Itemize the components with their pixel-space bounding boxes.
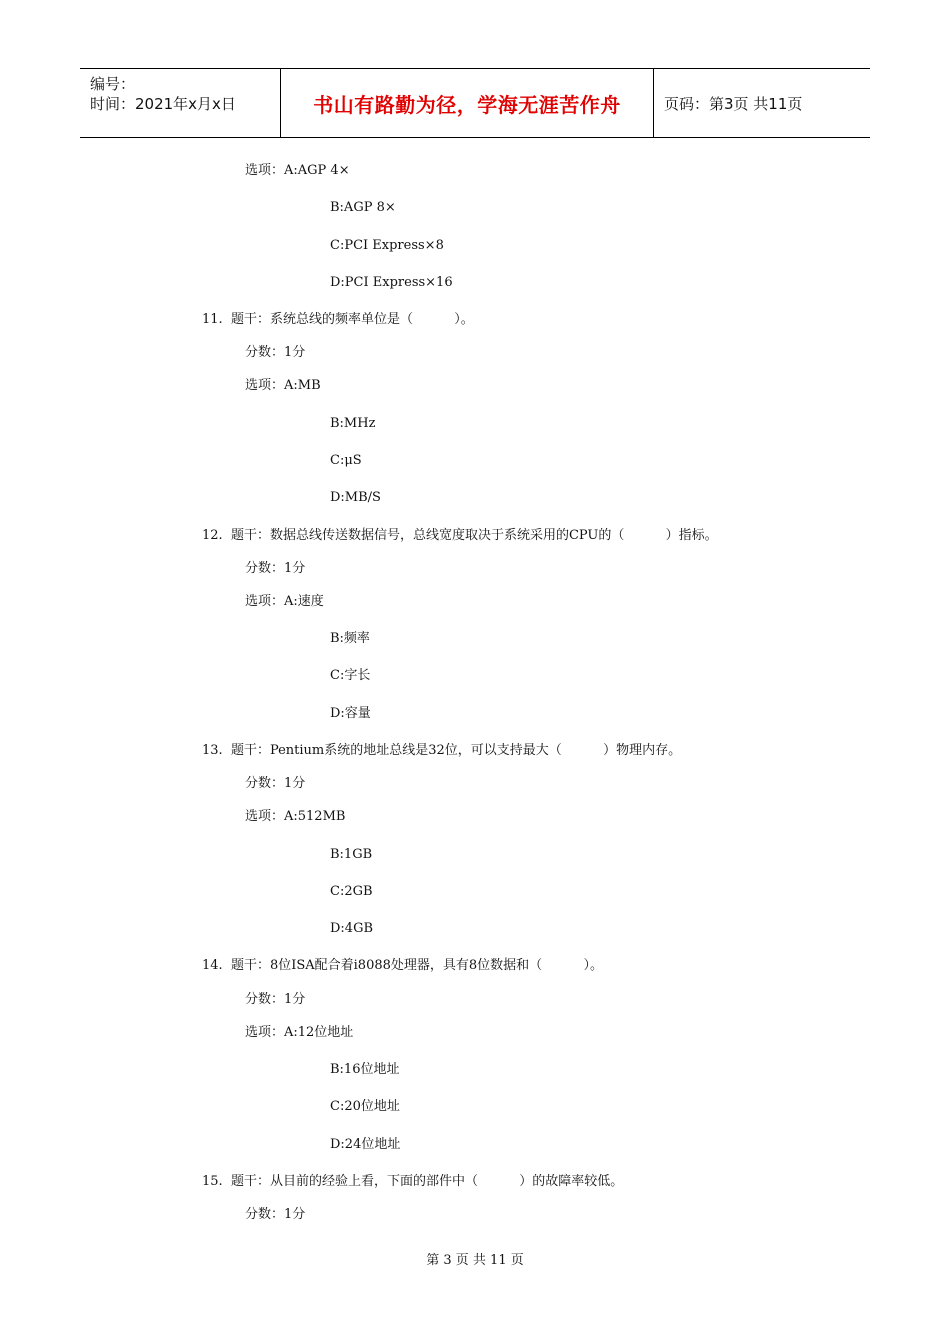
question-stem: 12. 题干：数据总线传送数据信号，总线宽度取决于系统采用的CPU的（ ）指标。: [202, 528, 718, 543]
option-line: C:2GB: [330, 884, 373, 899]
header-meta: [80, 69, 281, 137]
option-line: D:24位地址: [330, 1137, 401, 1152]
option-line: 选项：A:AGP 4×: [245, 163, 350, 178]
option-line: B:MHz: [330, 416, 376, 431]
footer-page-number: 第 3 页 共 11 页: [426, 1253, 524, 1268]
question-stem: 13. 题干：Pentium系统的地址总线是32位，可以支持最大（ ）物理内存。: [202, 743, 682, 758]
option-line: D:PCI Express×16: [330, 275, 453, 290]
option-line: C:μS: [330, 453, 362, 468]
option-line: C:PCI Express×8: [330, 238, 444, 253]
question-stem: 14. 题干：8位ISA配合着i8088处理器，具有8位数据和（ ）。: [202, 958, 603, 973]
option-line: 选项：A:512MB: [245, 809, 346, 824]
score-line: 分数：1分: [245, 561, 306, 576]
option-line: C:20位地址: [330, 1099, 400, 1114]
option-line: D:MB/S: [330, 490, 381, 505]
header-motto-cell: [281, 69, 654, 137]
page-footer: [0, 1249, 950, 1268]
page-header: [80, 68, 870, 138]
option-line: D:4GB: [330, 921, 374, 936]
number-label: 编号：: [90, 75, 136, 93]
option-line: 选项：A:MB: [245, 378, 321, 393]
option-line: D:容量: [330, 706, 371, 721]
option-line: B:1GB: [330, 847, 373, 862]
option-line: B:16位地址: [330, 1062, 400, 1077]
score-line: 分数：1分: [245, 345, 306, 360]
option-line: 选项：A:速度: [245, 594, 324, 609]
option-line: B:AGP 8×: [330, 200, 396, 215]
header-page-cell: [654, 69, 880, 137]
page-info: 页码：第3页 共11页: [664, 94, 803, 113]
option-line: 选项：A:12位地址: [245, 1025, 354, 1040]
question-stem: 15. 题干：从目前的经验上看，下面的部件中（ ）的故障率较低。: [202, 1174, 624, 1189]
score-line: 分数：1分: [245, 1207, 306, 1222]
option-line: B:频率: [330, 631, 370, 646]
option-line: C:字长: [330, 668, 371, 683]
motto: 书山有路勤为径，学海无涯苦作舟: [313, 92, 621, 117]
score-line: 分数：1分: [245, 776, 306, 791]
question-stem: 11. 题干：系统总线的频率单位是（ ）。: [202, 312, 474, 327]
date-label: 时间：2021年x月x日: [90, 95, 236, 113]
score-line: 分数：1分: [245, 992, 306, 1007]
